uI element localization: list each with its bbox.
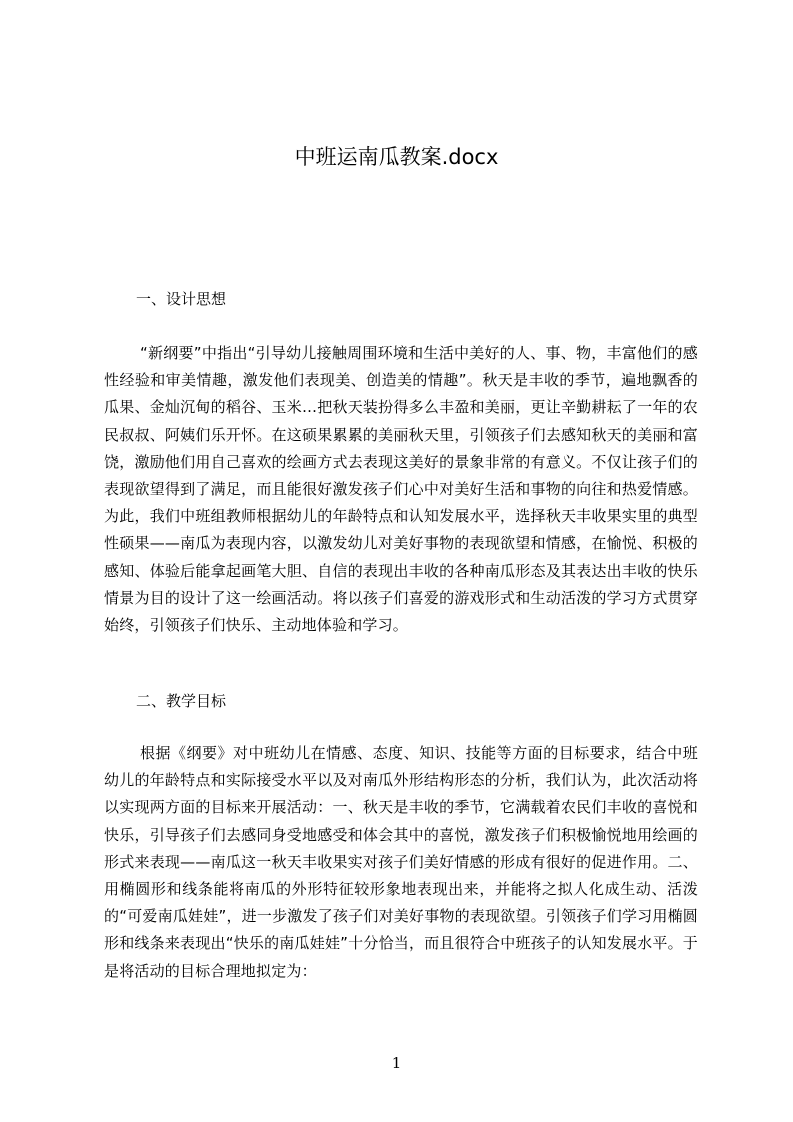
section-paragraph-teaching-goals: 根据《纲要》对中班幼儿在情感、态度、知识、技能等方面的目标要求，结合中班幼儿的年龄特点和实际接受水平以及对南瓜外形结构形态的分析，我们认为，此次活动将以实现两方面的目标来开展活动：一、秋天是丰收的季节，它满载着农民们丰收的喜悦和快乐，引导孩子们去感同身受地感受和体会其中的喜悦，激发孩子们积极愉悦地用绘画的形式来表现——南瓜这一秋天丰收果实对孩子们美好情感的形成有很好的促进作用。二、用椭圆形和线条能将南瓜的外形特征较形象地表现出来，并能将之拟人化成生动、活泼的“可爱南瓜娃娃”，进一步激发了孩子们对美好事物的表现欲望。引领孩子们学习用椭圆形和线条来表现出“快乐的南瓜娃娃”十分恰当，而且很符合中班孩子的认知发展水平。于是将活动的目标合理地拟定为： <box>104 744 698 980</box>
section-paragraph-design-idea: “新纲要”中指出“引导幼儿接触周围环境和生活中美好的人、事、物，丰富他们的感性经验和审美情趣，激发他们表现美、创造美的情趣”。秋天是丰收的季节，遍地飘香的瓜果、金灿沉甸的稻谷、玉米…把秋天装扮得多么丰盈和美丽，更让辛勤耕耘了一年的农民叔叔、阿姨们乐开怀。在这硕果累累的美丽秋天里，引领孩子们去感知秋天的美丽和富饶，激励他们用自己喜欢的绘画方式去表现这美好的景象非常的有意义。不仅让孩子们的表现欲望得到了满足，而且能很好激发孩子们心中对美好生活和事物的向往和热爱情感。为此，我们中班组教师根据幼儿的年龄特点和认知发展水平，选择秋天丰收果实里的典型性硕果——南瓜为表现内容，以激发幼儿对美好事物的表现欲望和情感，在愉悦、积极的感知、体验后能拿起画笔大胆、自信的表现出丰收的各种南瓜形态及其表达出丰收的快乐情景为目的设计了这一绘画活动。将以孩子们喜爱的游戏形式和生动活泼的学习方式贯穿始终，引领孩子们快乐、主动地体验和学习。 <box>104 344 698 635</box>
document-title: 中班运南瓜教案.docx <box>294 145 499 169</box>
page-number: 1 <box>391 1054 402 1072</box>
section-heading-design-idea: 一、设计思想 <box>136 290 227 308</box>
section-heading-teaching-goals: 二、教学目标 <box>136 692 227 710</box>
